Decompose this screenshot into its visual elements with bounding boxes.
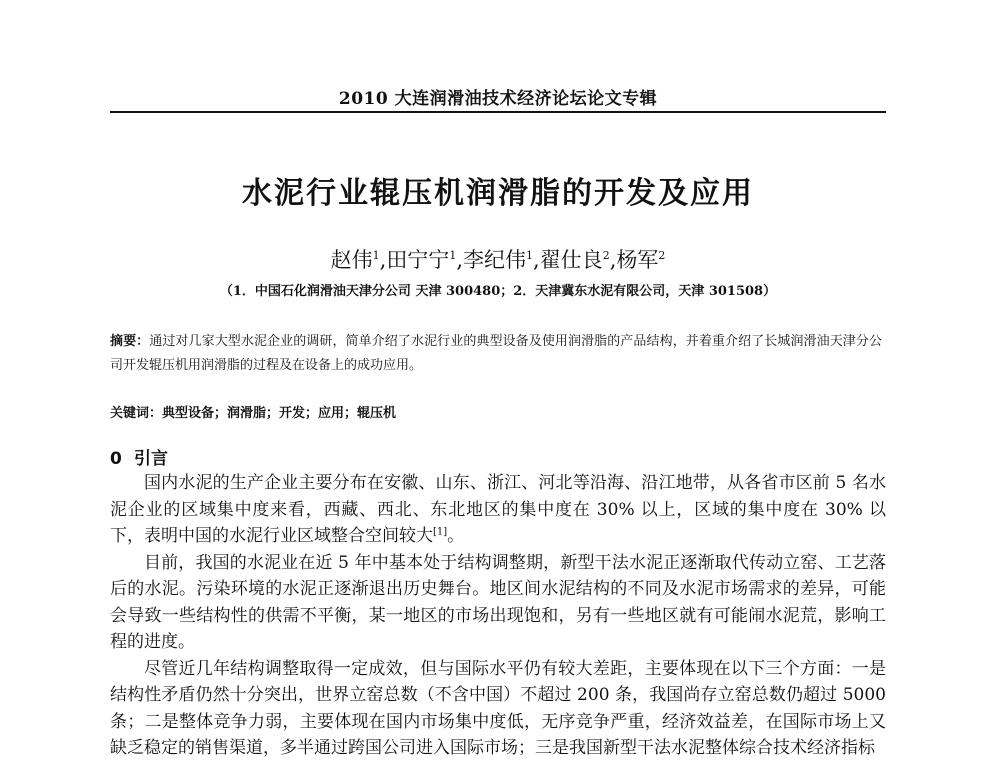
author-affiliation-mark: 2 <box>658 249 666 262</box>
abstract-label: 摘要： <box>110 334 150 349</box>
paragraph <box>110 656 886 760</box>
running-header: 2010 大连润滑油技术经济论坛论文专辑 <box>338 89 658 109</box>
author-affiliation-mark: 1 <box>372 249 380 262</box>
paragraph <box>110 550 886 656</box>
abstract <box>110 330 882 378</box>
abstract-text: 通过对几家大型水泥企业的调研，简单介绍了水泥行业的典型设备及使用润滑脂的产品结构，并着重介绍了长城润滑油天津分公司开发辊压机用润滑脂的过程及在设备上的成功应用。 <box>110 334 882 373</box>
paper-title: 水泥行业辊压机润滑脂的开发及应用 <box>242 176 754 211</box>
keywords-label: 关键词： <box>110 406 163 421</box>
author-affiliation-mark: 1 <box>449 249 457 262</box>
author-affiliation-mark: 2 <box>602 249 610 262</box>
section-title: 引言 <box>134 449 168 469</box>
keywords-text: 典型设备；润滑脂；开发；应用；辊压机 <box>162 406 397 421</box>
paragraph-tail: 。 <box>447 526 465 546</box>
keywords <box>110 402 882 421</box>
author-affiliation-mark: 1 <box>526 249 533 262</box>
author-name: 赵伟 <box>330 248 373 272</box>
section-number: 0 <box>110 449 122 469</box>
paragraph-text: 尽管近几年结构调整取得一定成效，但与国际水平仍有较大差距，主要体现在以下三个方面：一是结构性矛盾仍然十分突出，世界立窑总数（不含中国）不超过 200 条，我国尚存立窑总数仍超过 5000 条；二是整体竞争力弱，主要体现在国内市场集中度低，无序竞争严重，经济效益差，在国际市场上又缺乏稳定的销售渠道，多半通过跨国公司进入国际市场；三是我国新型干法水泥整体综合技术经济指标 <box>110 658 886 758</box>
author-list: 赵伟$^1$,田宁宁$^1$,李纪伟$^1$,翟仕良$^2$,杨军$^2$ <box>330 248 666 272</box>
author-name: 田宁宁 <box>386 248 450 272</box>
paragraph-text: 目前，我国的水泥业在近 5 年中基本处于结构调整期，新型干法水泥正逐渐取代传动立窑、工艺落后的水泥。污染环境的水泥正逐渐退出历史舞台。地区间水泥结构的不同及水泥市场需求的差异，可能会导致一些结构性的供需不平衡，某一地区的市场出现饱和，另有一些地区就有可能闹水泥荒，影响工程的进度。 <box>110 552 886 652</box>
paragraph <box>110 470 886 550</box>
paragraph-text: 国内水泥的生产企业主要分布在安徽、山东、浙江、河北等沿海、沿江地带，从各省市区前 5 名水泥企业的区域集中度来看，西藏、西北、东北地区的集中度在 30% 以上，区域的集中度在 30% 以下，表明中国的水泥行业区域整合空间较大 <box>110 473 886 546</box>
body-text <box>110 470 886 760</box>
header-rule <box>110 111 886 113</box>
author-name: 李纪伟 <box>463 248 526 272</box>
section-heading <box>110 444 168 469</box>
author-name: 翟仕良 <box>539 248 603 272</box>
citation-ref: [1] <box>433 526 448 538</box>
affiliation: （1．中国石化润滑油天津分公司 天津 300480；2．天津冀东水泥有限公司，天津 301508） <box>219 284 777 299</box>
author-name: 杨军 <box>616 248 659 272</box>
